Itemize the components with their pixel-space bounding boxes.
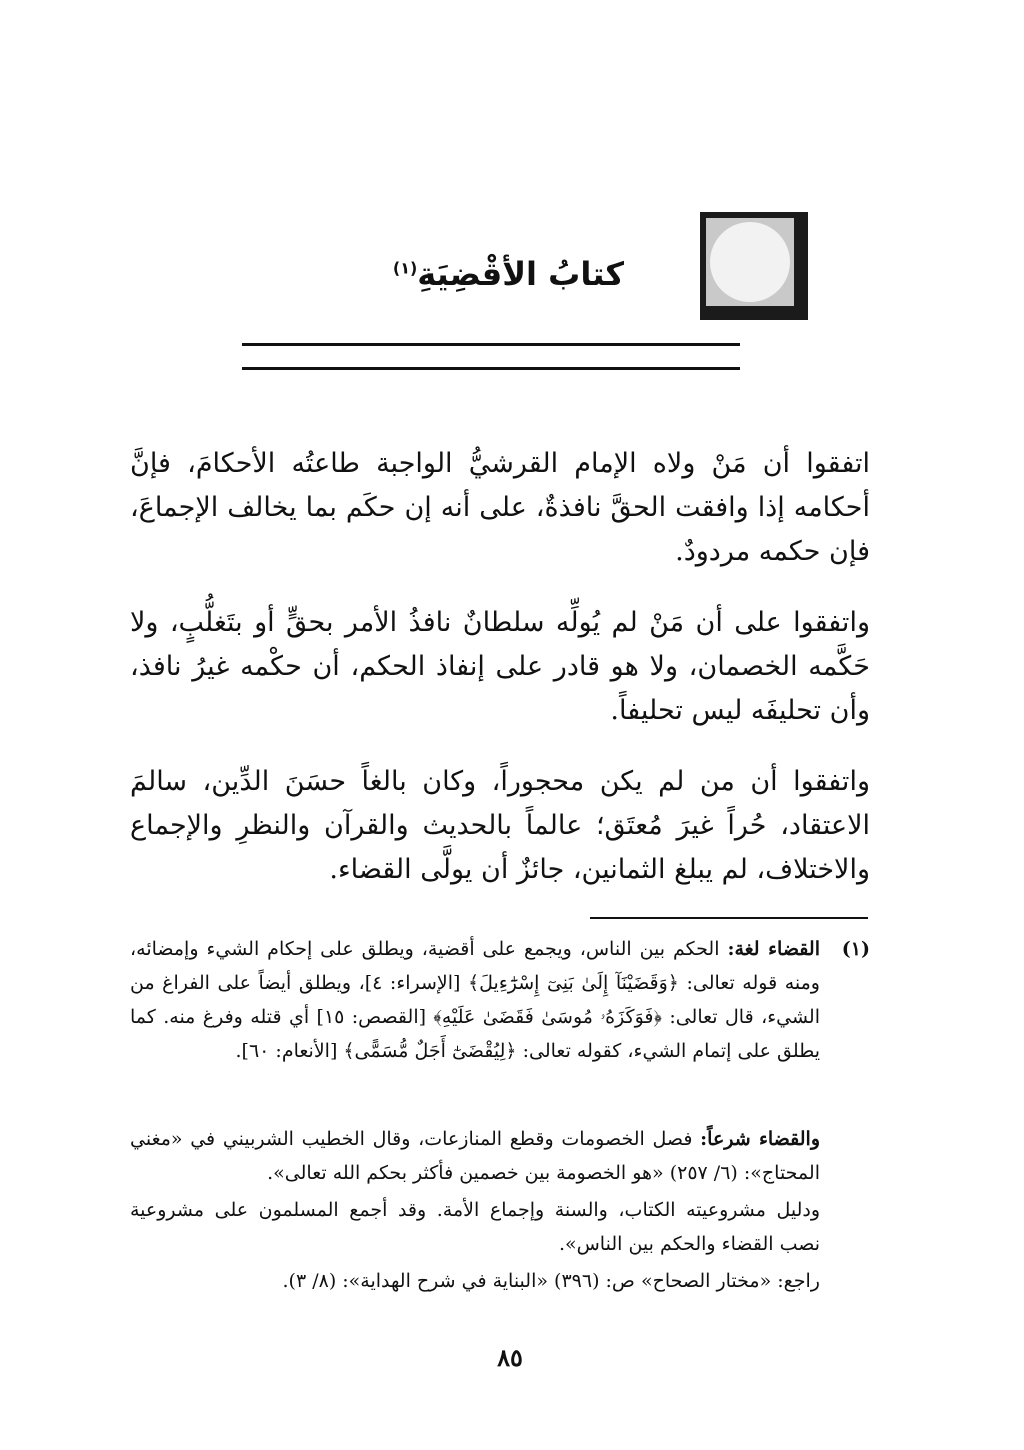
footnote-lead: القضاء لغة: <box>727 938 820 960</box>
body-paragraph-3: واتفقوا أن من لم يكن محجوراً، وكان بالغاً حسَنَ الدِّين، سالمَ الاعتقاد، حُراً غيرَ مُعتَق؛ عالماً بالحديث والقرآن والنظرِ والإجماع والاختلاف، لم يبلغ الثمانين، جائزٌ أن يولَّى القضاء. <box>130 766 870 885</box>
page-number: ٨٥ <box>497 1343 523 1372</box>
chapter-title-text: كتابُ الأقْضِيَةِ <box>417 255 624 293</box>
body-paragraph-2: واتفقوا على أن مَنْ لم يُولِّه سلطانٌ نافذُ الأمر بحقٍّ أو بتَغلُّبٍ، ولا حَكَّمه الخصمان، ولا هو قادر على إنفاذ الحكم، أن حكْمه غيرُ نافذ، وأن تحليفَه ليس تحليفاً. <box>130 607 870 726</box>
footnote-number: (١) <box>841 938 870 960</box>
title-rule-bottom <box>242 367 740 370</box>
footnote-paragraph-3: ودليل مشروعيته الكتاب، والسنة وإجماع الأمة. وقد أجمع المسلمون على مشروعية نصب القضاء والحكم بين الناس». <box>130 1199 820 1255</box>
footnote-body: الحكم بين الناس، ويجمع على أقضية، ويطلق على إحكام الشيء وإمضائه، ومنه قوله تعالى: ﴿وَقَضَيْنَآ إِلَىٰ بَنِىٓ إِسْرَٰٓءِيلَ﴾ [الإسراء: ٤]، ويطلق أيضاً على الفراغ من الشيء، قال تعالى: ﴿فَوَكَزَهُۥ مُوسَىٰ فَقَضَىٰ عَلَيْهِ﴾ [القصص: ١٥] أي قتله وفرغ منه. كما يطلق على إتمام الشيء، كقوله تعالى: ﴿لِيُقْضَىٰٓ أَجَلٌ مُّسَمًّى﴾ [الأنعام: ٦٠]. <box>130 938 820 1062</box>
ornament-inner <box>706 218 794 306</box>
footnote-paragraph-2 <box>130 1122 820 1190</box>
ornament-circle <box>710 222 790 302</box>
footnote-body-2: فصل الخصومات وقطع المنازعات، وقال الخطيب الشربيني في «مغني المحتاج»: (٦/ ٢٥٧) «هو الخصومة بين خصمين فأكثر بحكم الله تعالى». <box>130 1128 820 1184</box>
footnote-1 <box>130 932 870 1068</box>
chapter-title <box>393 255 624 293</box>
title-rule-top <box>242 343 740 346</box>
footnote-paragraph-4: راجع: «مختار الصحاح» ص: (٣٩٦) «البناية في شرح الهداية»: (٨/ ٣). <box>282 1270 820 1292</box>
footnote-text <box>130 932 820 1068</box>
body-paragraph-1: اتفقوا أن مَنْ ولاه الإمام القرشيُّ الواجبة طاعتُه الأحكامَ، فإنَّ أحكامه إذا وافقت الحقَّ نافذةٌ، على أنه إن حكَم بما يخالف الإجماعَ، فإن حكمه مردودٌ. <box>130 448 870 567</box>
footnote-row <box>130 932 870 1068</box>
chapter-footnote-ref[interactable]: (١) <box>392 258 418 278</box>
footnote-separator <box>590 917 868 919</box>
chapter-ornament <box>700 212 808 320</box>
footnote-lead-2: والقضاء شرعاً: <box>700 1128 820 1150</box>
